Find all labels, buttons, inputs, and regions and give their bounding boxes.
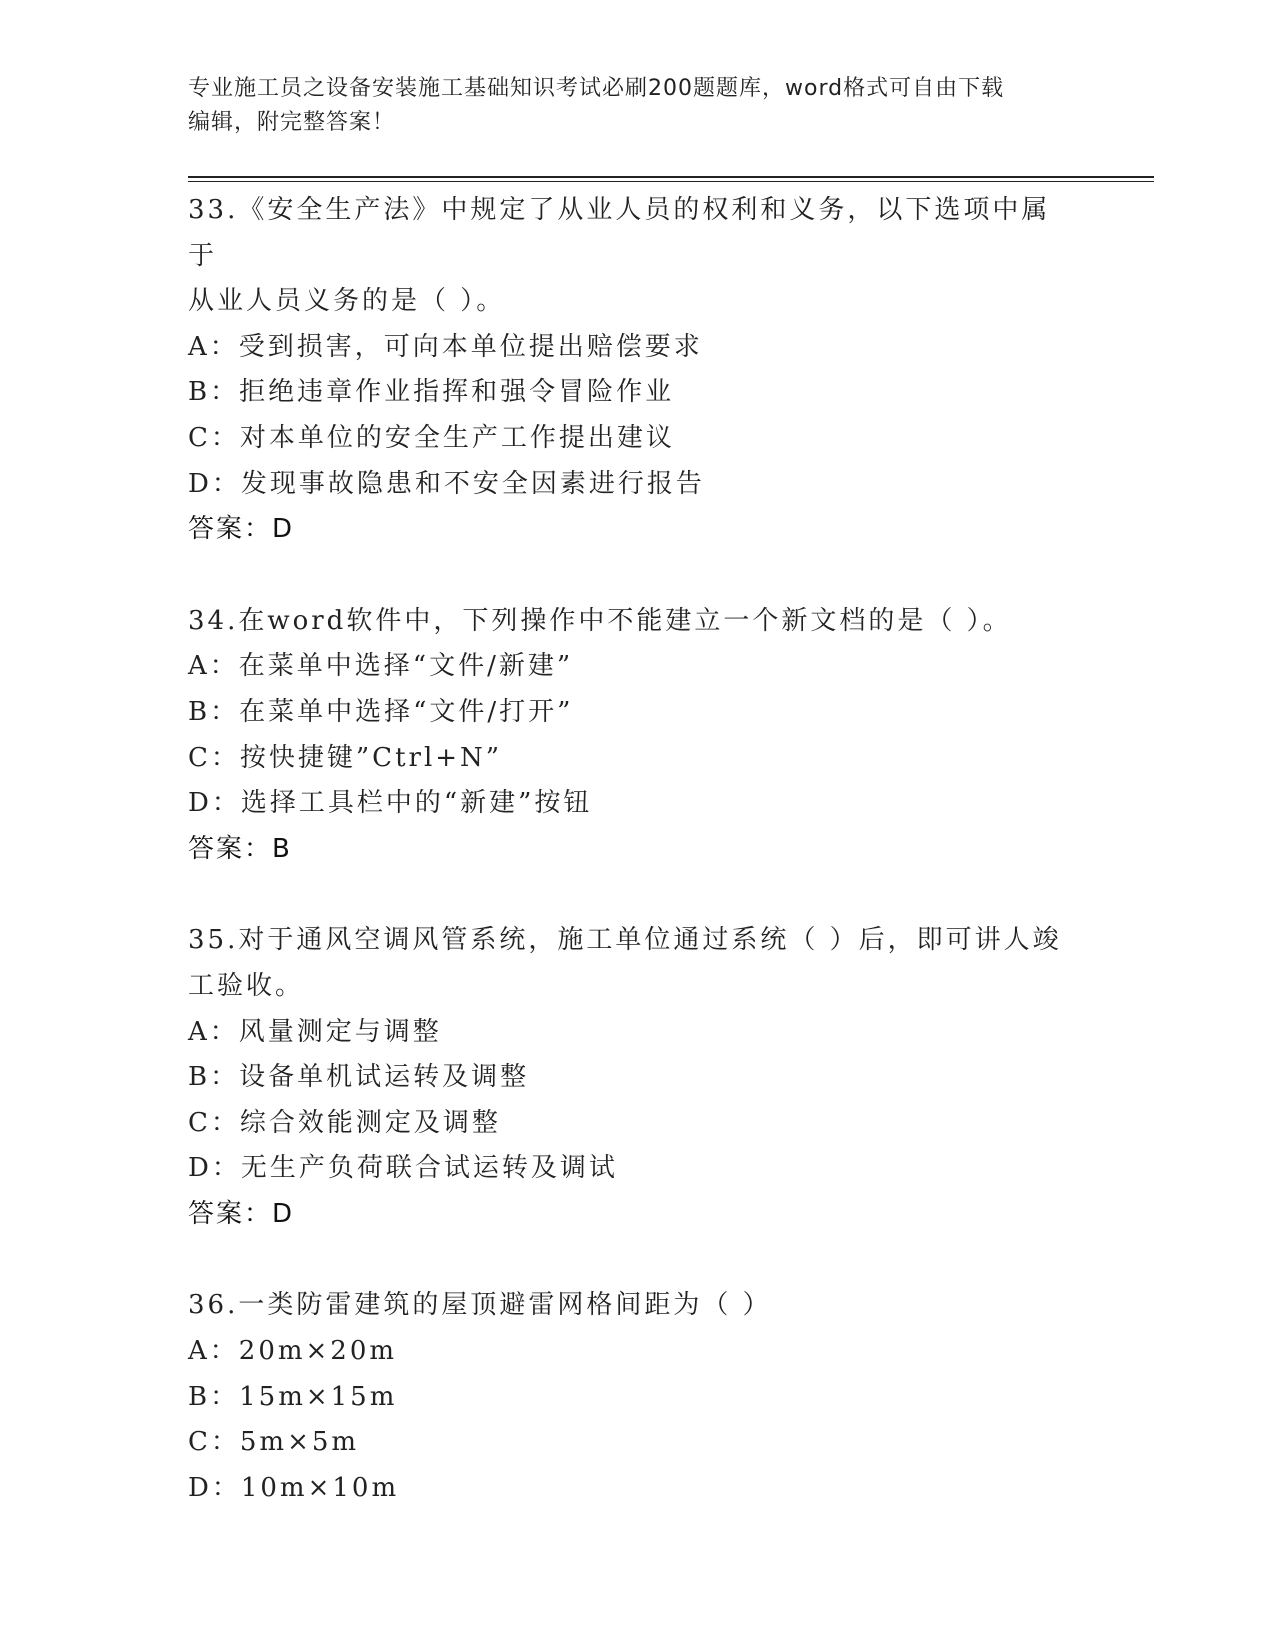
- question-stem-line-1: 35.对于通风空调风管系统，施工单位通过系统（ ）后，即可讲人竣: [188, 925, 1062, 956]
- option-a: A：受到损害，可向本单位提出赔偿要求: [188, 331, 703, 362]
- header-divider-thin: [188, 181, 1154, 182]
- option-d: D：发现事故隐患和不安全因素进行报告: [188, 468, 705, 499]
- option-b: B：在菜单中选择“文件/打开”: [188, 696, 574, 727]
- header-line-2: 编辑，附完整答案！: [188, 110, 396, 135]
- question-34: [188, 599, 1088, 873]
- question-stem-line-1: 34.在word软件中，下列操作中不能建立一个新文档的是（ ）。: [188, 605, 1012, 636]
- option-d: D：选择工具栏中的“新建”按钮: [188, 788, 593, 819]
- option-a: A：风量测定与调整: [188, 1016, 442, 1047]
- question-35: [188, 918, 1088, 1237]
- header-line-1: 专业施工员之设备安装施工基础知识考试必刷200题题库，word格式可自由下载: [188, 76, 1005, 101]
- header-divider-thick: [188, 176, 1154, 178]
- answer-label: 答案：D: [188, 1198, 295, 1229]
- option-b: B：设备单机试运转及调整: [188, 1062, 530, 1093]
- option-d: D：无生产负荷联合试运转及调试: [188, 1153, 618, 1184]
- option-c: C：对本单位的安全生产工作提出建议: [188, 422, 675, 453]
- question-stem-line-1: 33.《安全生产法》中规定了从业人员的权利和义务，以下选项中属于: [188, 195, 1051, 271]
- option-d: D：10m×10m: [188, 1472, 400, 1503]
- option-c: C：5m×5m: [188, 1427, 360, 1458]
- question-33: [188, 188, 1088, 553]
- option-b: B：拒绝违章作业指挥和强令冒险作业: [188, 377, 675, 408]
- option-c: C：按快捷键”Ctrl+N”: [188, 742, 503, 773]
- question-stem-line-2: 工验收。: [188, 970, 305, 1001]
- document-header: [188, 72, 1068, 140]
- question-stem-line-2: 从业人员义务的是（ ）。: [188, 286, 506, 317]
- option-c: C：综合效能测定及调整: [188, 1107, 501, 1138]
- option-a: A：在菜单中选择“文件/新建”: [188, 651, 574, 682]
- answer-label: 答案：B: [188, 833, 292, 864]
- answer-label: 答案：D: [188, 514, 295, 545]
- option-b: B：15m×15m: [188, 1381, 398, 1412]
- question-stem-line-1: 36.一类防雷建筑的屋顶避雷网格间距为（ ）: [188, 1290, 772, 1321]
- question-list: [188, 188, 1088, 1511]
- question-36: [188, 1283, 1088, 1511]
- option-a: A：20m×20m: [188, 1336, 398, 1367]
